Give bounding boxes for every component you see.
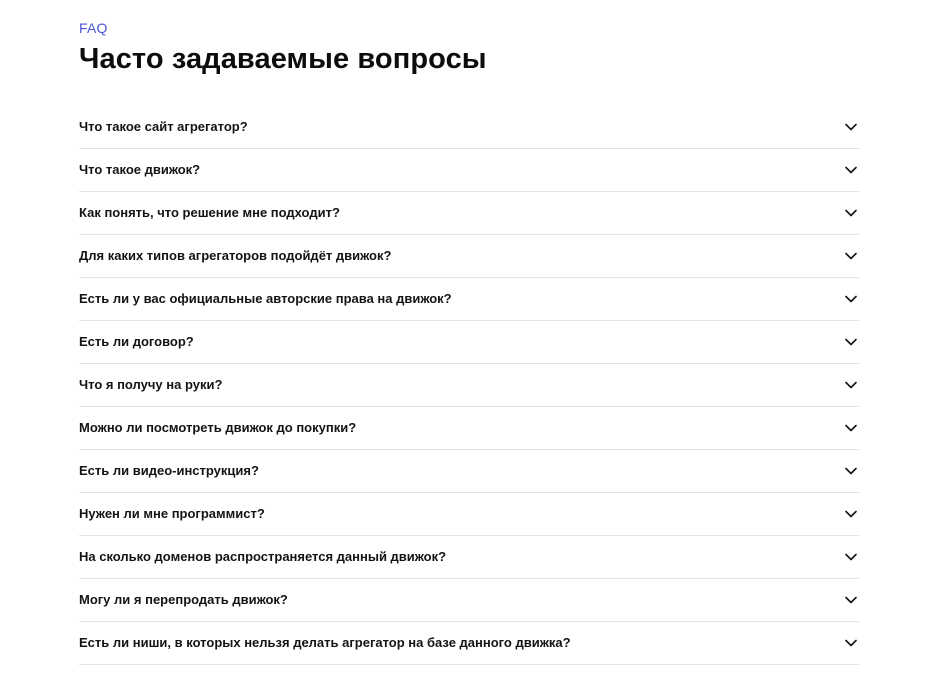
faq-item[interactable] — [79, 364, 859, 407]
faq-item[interactable] — [79, 450, 859, 493]
chevron-down-icon[interactable] — [844, 421, 858, 435]
page-title: Часто задаваемые вопросы — [79, 43, 487, 75]
chevron-down-icon[interactable] — [844, 335, 858, 349]
faq-question: Можно ли посмотреть движок до покупки? — [79, 420, 357, 435]
faq-question: Есть ли видео-инструкция? — [79, 463, 259, 478]
faq-list — [79, 106, 859, 665]
faq-item[interactable] — [79, 493, 859, 536]
section-eyebrow: FAQ — [79, 20, 108, 36]
chevron-down-icon[interactable] — [844, 507, 858, 521]
faq-item[interactable] — [79, 407, 859, 450]
faq-question: Есть ли договор? — [79, 334, 194, 349]
chevron-down-icon[interactable] — [844, 378, 858, 392]
faq-question: Для каких типов агрегаторов подойдёт движок? — [79, 248, 392, 263]
faq-question: Что такое движок? — [79, 162, 201, 177]
chevron-down-icon[interactable] — [844, 249, 858, 263]
chevron-down-icon[interactable] — [844, 636, 858, 650]
faq-question: Как понять, что решение мне подходит? — [79, 205, 340, 220]
faq-item[interactable] — [79, 321, 859, 364]
chevron-down-icon[interactable] — [844, 206, 858, 220]
chevron-down-icon[interactable] — [844, 593, 858, 607]
faq-item[interactable] — [79, 235, 859, 278]
faq-item[interactable] — [79, 536, 859, 579]
faq-question: Что я получу на руки? — [79, 377, 223, 392]
chevron-down-icon[interactable] — [844, 292, 858, 306]
chevron-down-icon[interactable] — [844, 120, 858, 134]
faq-item[interactable] — [79, 622, 859, 665]
chevron-down-icon[interactable] — [844, 163, 858, 177]
faq-question: Могу ли я перепродать движок? — [79, 592, 288, 607]
chevron-down-icon[interactable] — [844, 464, 858, 478]
faq-question: Есть ли ниши, в которых нельзя делать агрегатор на базе данного движка? — [79, 635, 571, 650]
chevron-down-icon[interactable] — [844, 550, 858, 564]
faq-item[interactable] — [79, 278, 859, 321]
faq-item[interactable] — [79, 106, 859, 149]
faq-item[interactable] — [79, 149, 859, 192]
faq-question: Есть ли у вас официальные авторские права на движок? — [79, 291, 452, 306]
faq-item[interactable] — [79, 192, 859, 235]
faq-question: Нужен ли мне программист? — [79, 506, 265, 521]
faq-question: На сколько доменов распространяется данный движок? — [79, 549, 447, 564]
faq-question: Что такое сайт агрегатор? — [79, 119, 248, 134]
faq-item[interactable] — [79, 579, 859, 622]
